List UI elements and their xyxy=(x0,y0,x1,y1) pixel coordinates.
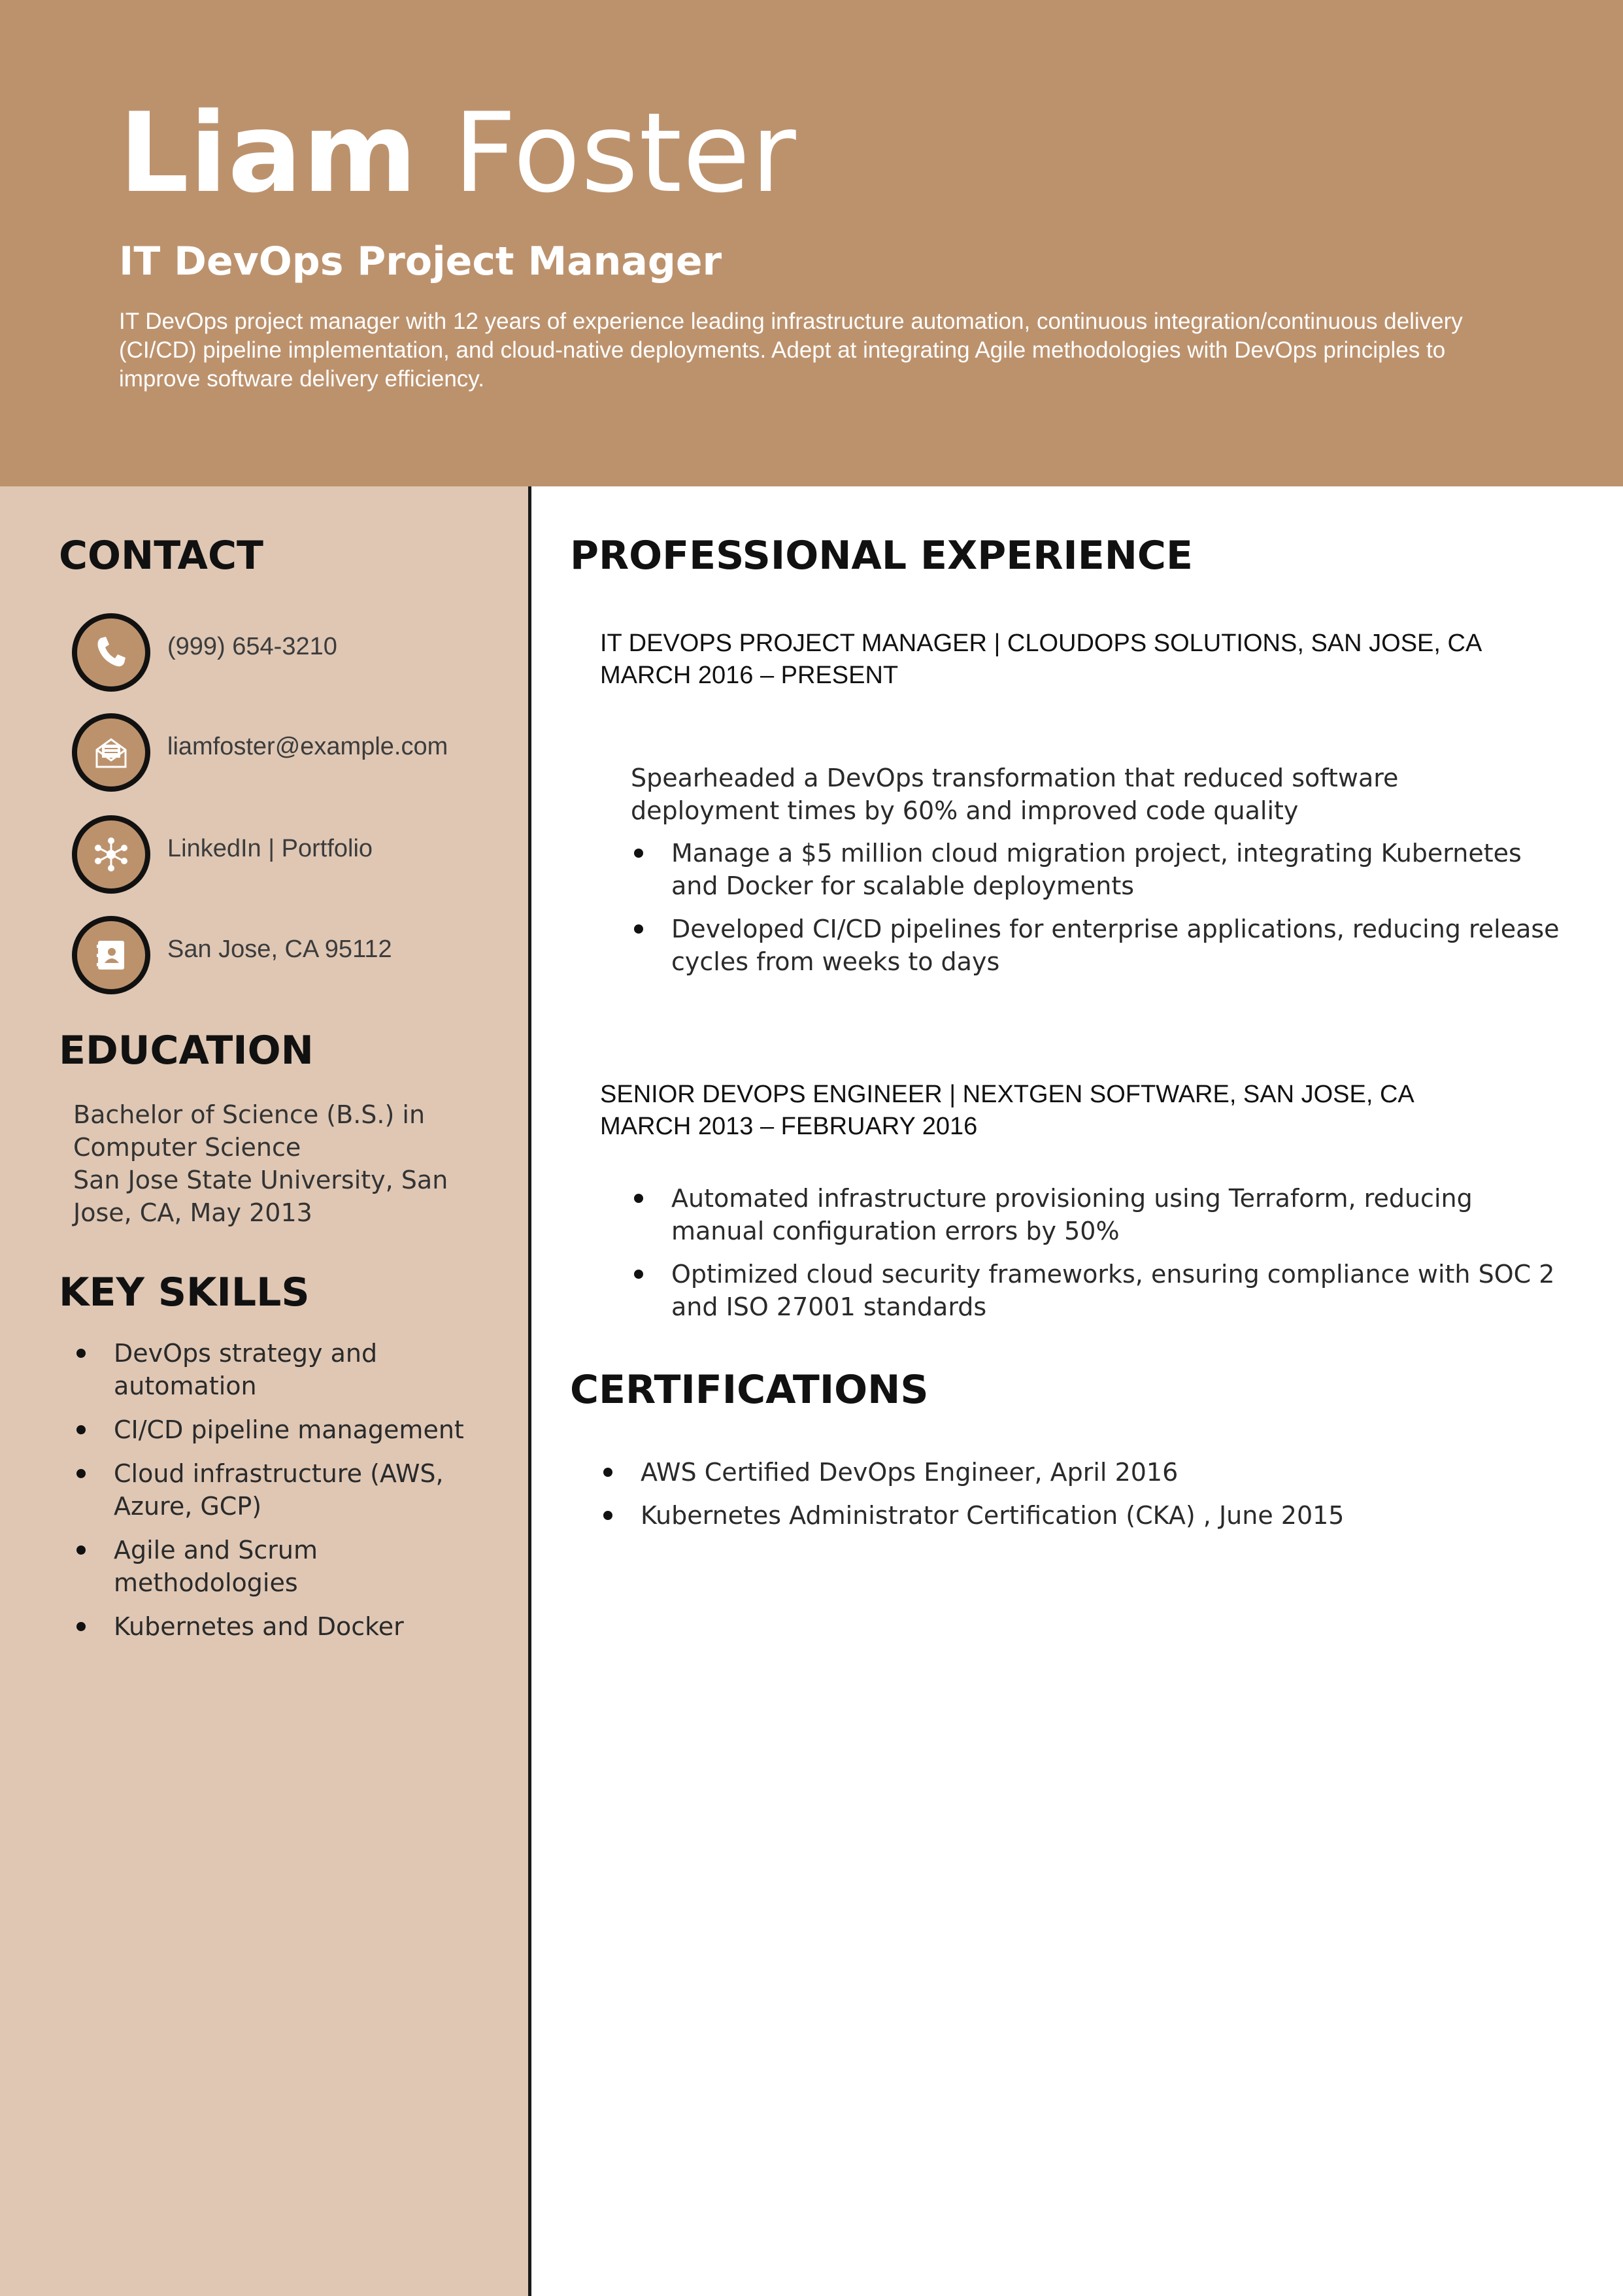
professional-summary: IT DevOps project manager with 12 years of experience leading infrastructure automation, continuous integration/continuous delivery (CI/CD) pipeline implementation, and cloud-native deployments. Adept at integrating Agile methodologies with DevOps principles to improve software delivery efficiency. xyxy=(119,309,1463,392)
candidate-name xyxy=(119,89,797,217)
job-1-bullets xyxy=(631,837,1572,988)
school: San Jose State University, San Jose, CA, May 2013 xyxy=(73,1166,448,1227)
job-1-intro: Spearheaded a DevOps transformation that reduced software deployment times by 60% and improved code quality xyxy=(631,764,1399,825)
skill-item: Kubernetes and Docker xyxy=(73,1610,478,1643)
last-name: Foster xyxy=(453,89,797,217)
first-name: Liam xyxy=(119,89,418,217)
location: San Jose, CA 95112 xyxy=(167,936,392,963)
job-1-header xyxy=(600,628,1528,692)
job-2-dates: MARCH 2013 – FEBRUARY 2016 xyxy=(600,1113,978,1140)
job-bullet: Developed CI/CD pipelines for enterprise applications, reducing release cycles from weeks to days xyxy=(631,913,1572,978)
certifications-list xyxy=(600,1456,1541,1542)
address-book-icon xyxy=(72,916,150,994)
certification-item: Kubernetes Administrator Certification (CKA) , June 2015 xyxy=(600,1499,1541,1532)
education-entry xyxy=(73,1098,465,1229)
skill-item: Cloud infrastructure (AWS, Azure, GCP) xyxy=(73,1457,478,1523)
job-1-dates: MARCH 2016 – PRESENT xyxy=(600,662,899,689)
job-bullet: Manage a $5 million cloud migration project, integrating Kubernetes and Docker for scalable deployments xyxy=(631,837,1572,902)
header-banner xyxy=(0,0,1623,486)
job-title: IT DevOps Project Manager xyxy=(119,239,722,284)
profile-links[interactable]: LinkedIn | Portfolio xyxy=(167,835,373,862)
skills-heading: KEY SKILLS xyxy=(59,1270,310,1315)
certifications-heading: CERTIFICATIONS xyxy=(570,1367,929,1413)
education-heading: EDUCATION xyxy=(59,1028,314,1073)
job-2-bullets xyxy=(631,1182,1572,1334)
job-2-title: SENIOR DEVOPS ENGINEER | NEXTGEN SOFTWARE, SAN JOSE, CA xyxy=(600,1081,1414,1108)
skill-item: CI/CD pipeline management xyxy=(73,1413,478,1446)
job-2-header xyxy=(600,1079,1528,1143)
degree: Bachelor of Science (B.S.) in Computer Science xyxy=(73,1100,426,1162)
contact-heading: CONTACT xyxy=(59,533,263,579)
certification-item: AWS Certified DevOps Engineer, April 2016 xyxy=(600,1456,1541,1489)
job-bullet: Optimized cloud security frameworks, ensuring compliance with SOC 2 and ISO 27001 standards xyxy=(631,1258,1572,1323)
mail-icon xyxy=(72,713,150,792)
email-address[interactable]: liamfoster@example.com xyxy=(167,733,448,760)
network-icon xyxy=(72,815,150,894)
phone-icon xyxy=(72,613,150,692)
skill-item: DevOps strategy and automation xyxy=(73,1337,478,1402)
skill-item: Agile and Scrum methodologies xyxy=(73,1534,478,1599)
job-bullet: Automated infrastructure provisioning using Terraform, reducing manual configuration errors by 50% xyxy=(631,1182,1572,1247)
skills-list xyxy=(73,1337,478,1654)
job-1-title: IT DEVOPS PROJECT MANAGER | CLOUDOPS SOLUTIONS, SAN JOSE, CA xyxy=(600,630,1482,657)
experience-heading: PROFESSIONAL EXPERIENCE xyxy=(570,533,1193,579)
phone-number[interactable]: (999) 654-3210 xyxy=(167,633,337,660)
